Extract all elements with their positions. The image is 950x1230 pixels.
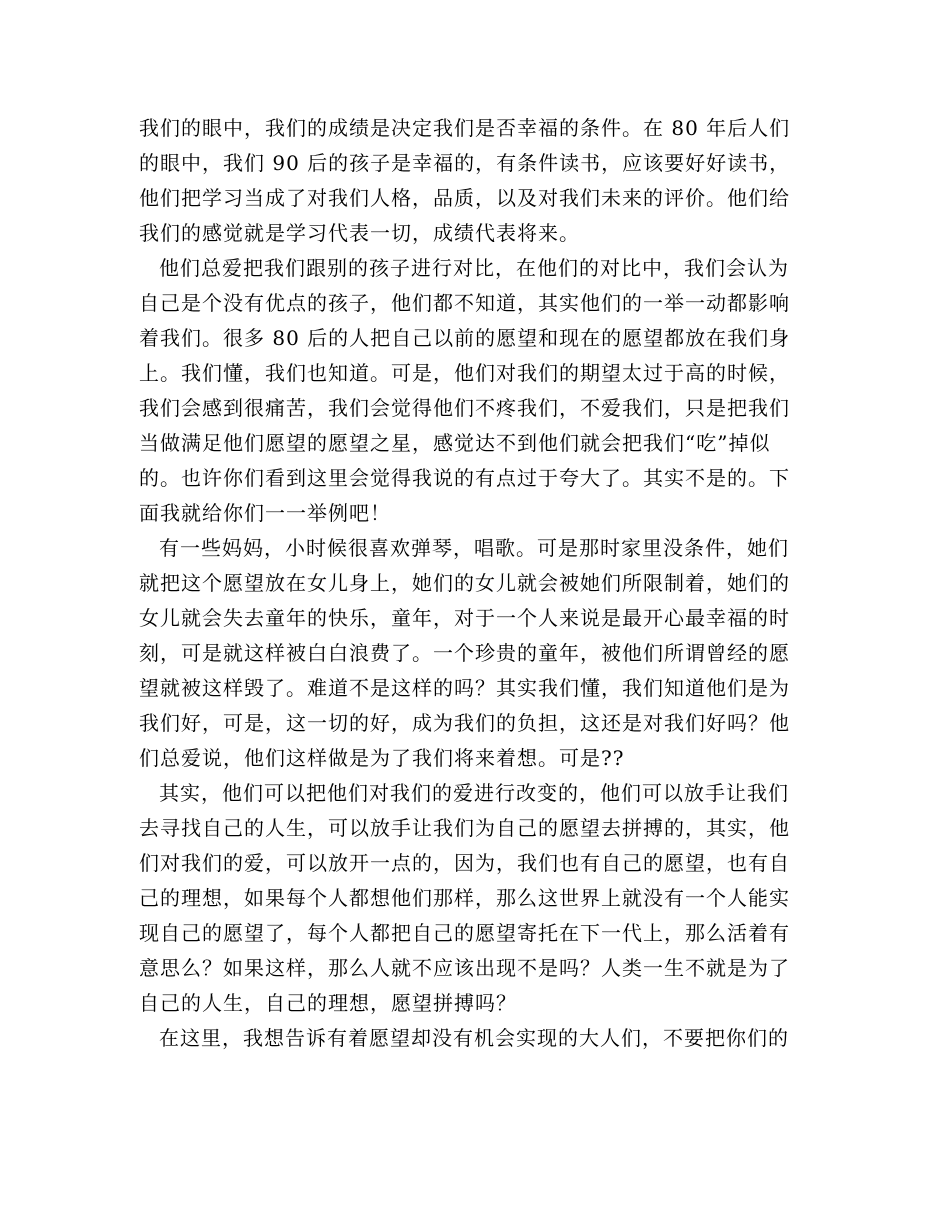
text-line: 我们会感到很痛苦，我们会觉得他们不疼我们，不爱我们，只是把我们: [139, 396, 790, 420]
text-line: 的眼中，我们 90 后的孩子是幸福的，有条件读书，应该要好好读书，: [139, 151, 791, 175]
text-line: 们对我们的爱，可以放开一点的，因为，我们也有自己的愿望，也有自: [139, 851, 790, 875]
text-line: 上。我们懂，我们也知道。可是，他们对我们的期望太过于高的时候，: [139, 361, 790, 385]
text-line: 女儿就会失去童年的快乐，童年，对于一个人来说是最开心最幸福的时: [139, 606, 790, 630]
paragraph-start-line: 其实，他们可以把他们对我们的爱进行改变的，他们可以放手让我们: [159, 781, 789, 805]
text-line: 当做满足他们愿望的愿望之星，感觉达不到他们就会把我们“吃”掉似: [139, 431, 771, 455]
text-line: 们总爱说，他们这样做是为了我们将来着想。可是??: [139, 746, 625, 770]
text-line: 的。也许你们看到这里会觉得我说的有点过于夸大了。其实不是的。下: [139, 466, 790, 490]
text-line: 意思么？如果这样，那么人就不应该出现不是吗？人类一生不就是为了: [139, 956, 790, 980]
text-line: 着我们。很多 80 后的人把自己以前的愿望和现在的愿望都放在我们身: [139, 326, 791, 350]
paragraph-start-line: 他们总爱把我们跟别的孩子进行对比，在他们的对比中，我们会认为: [159, 256, 789, 280]
text-line: 刻，可是就这样被白白浪费了。一个珍贵的童年，被他们所谓曾经的愿: [139, 641, 790, 665]
text-line: 去寻找自己的人生，可以放手让我们为自己的愿望去拼搏的，其实，他: [139, 816, 790, 840]
text-line: 自己的人生，自己的理想，愿望拼搏吗？: [139, 991, 517, 1015]
text-line: 我们的眼中，我们的成绩是决定我们是否幸福的条件。在 80 年后人们: [139, 116, 791, 140]
text-line: 己的理想，如果每个人都想他们那样，那么这世界上就没有一个人能实: [139, 886, 790, 910]
paragraph-start-line: 在这里，我想告诉有着愿望却没有机会实现的大人们，不要把你们的: [159, 1026, 789, 1050]
text-line: 他们把学习当成了对我们人格，品质，以及对我们未来的评价。他们给: [139, 186, 790, 210]
body-text: [139, 111, 811, 1056]
text-line: 自己是个没有优点的孩子，他们都不知道，其实他们的一举一动都影响: [139, 291, 790, 315]
paragraph-start-line: 有一些妈妈，小时候很喜欢弹琴，唱歌。可是那时家里没条件，她们: [159, 536, 789, 560]
text-line: 面我就给你们一一举例吧！: [139, 501, 391, 525]
text-line: 我们的感觉就是学习代表一切，成绩代表将来。: [139, 221, 580, 245]
text-line: 现自己的愿望了，每个人都把自己的愿望寄托在下一代上，那么活着有: [139, 921, 790, 945]
text-line: 望就被这样毁了。难道不是这样的吗？其实我们懂，我们知道他们是为: [139, 676, 790, 700]
text-line: 我们好，可是，这一切的好，成为我们的负担，这还是对我们好吗？他: [139, 711, 790, 735]
text-line: 就把这个愿望放在女儿身上，她们的女儿就会被她们所限制着，她们的: [139, 571, 790, 595]
